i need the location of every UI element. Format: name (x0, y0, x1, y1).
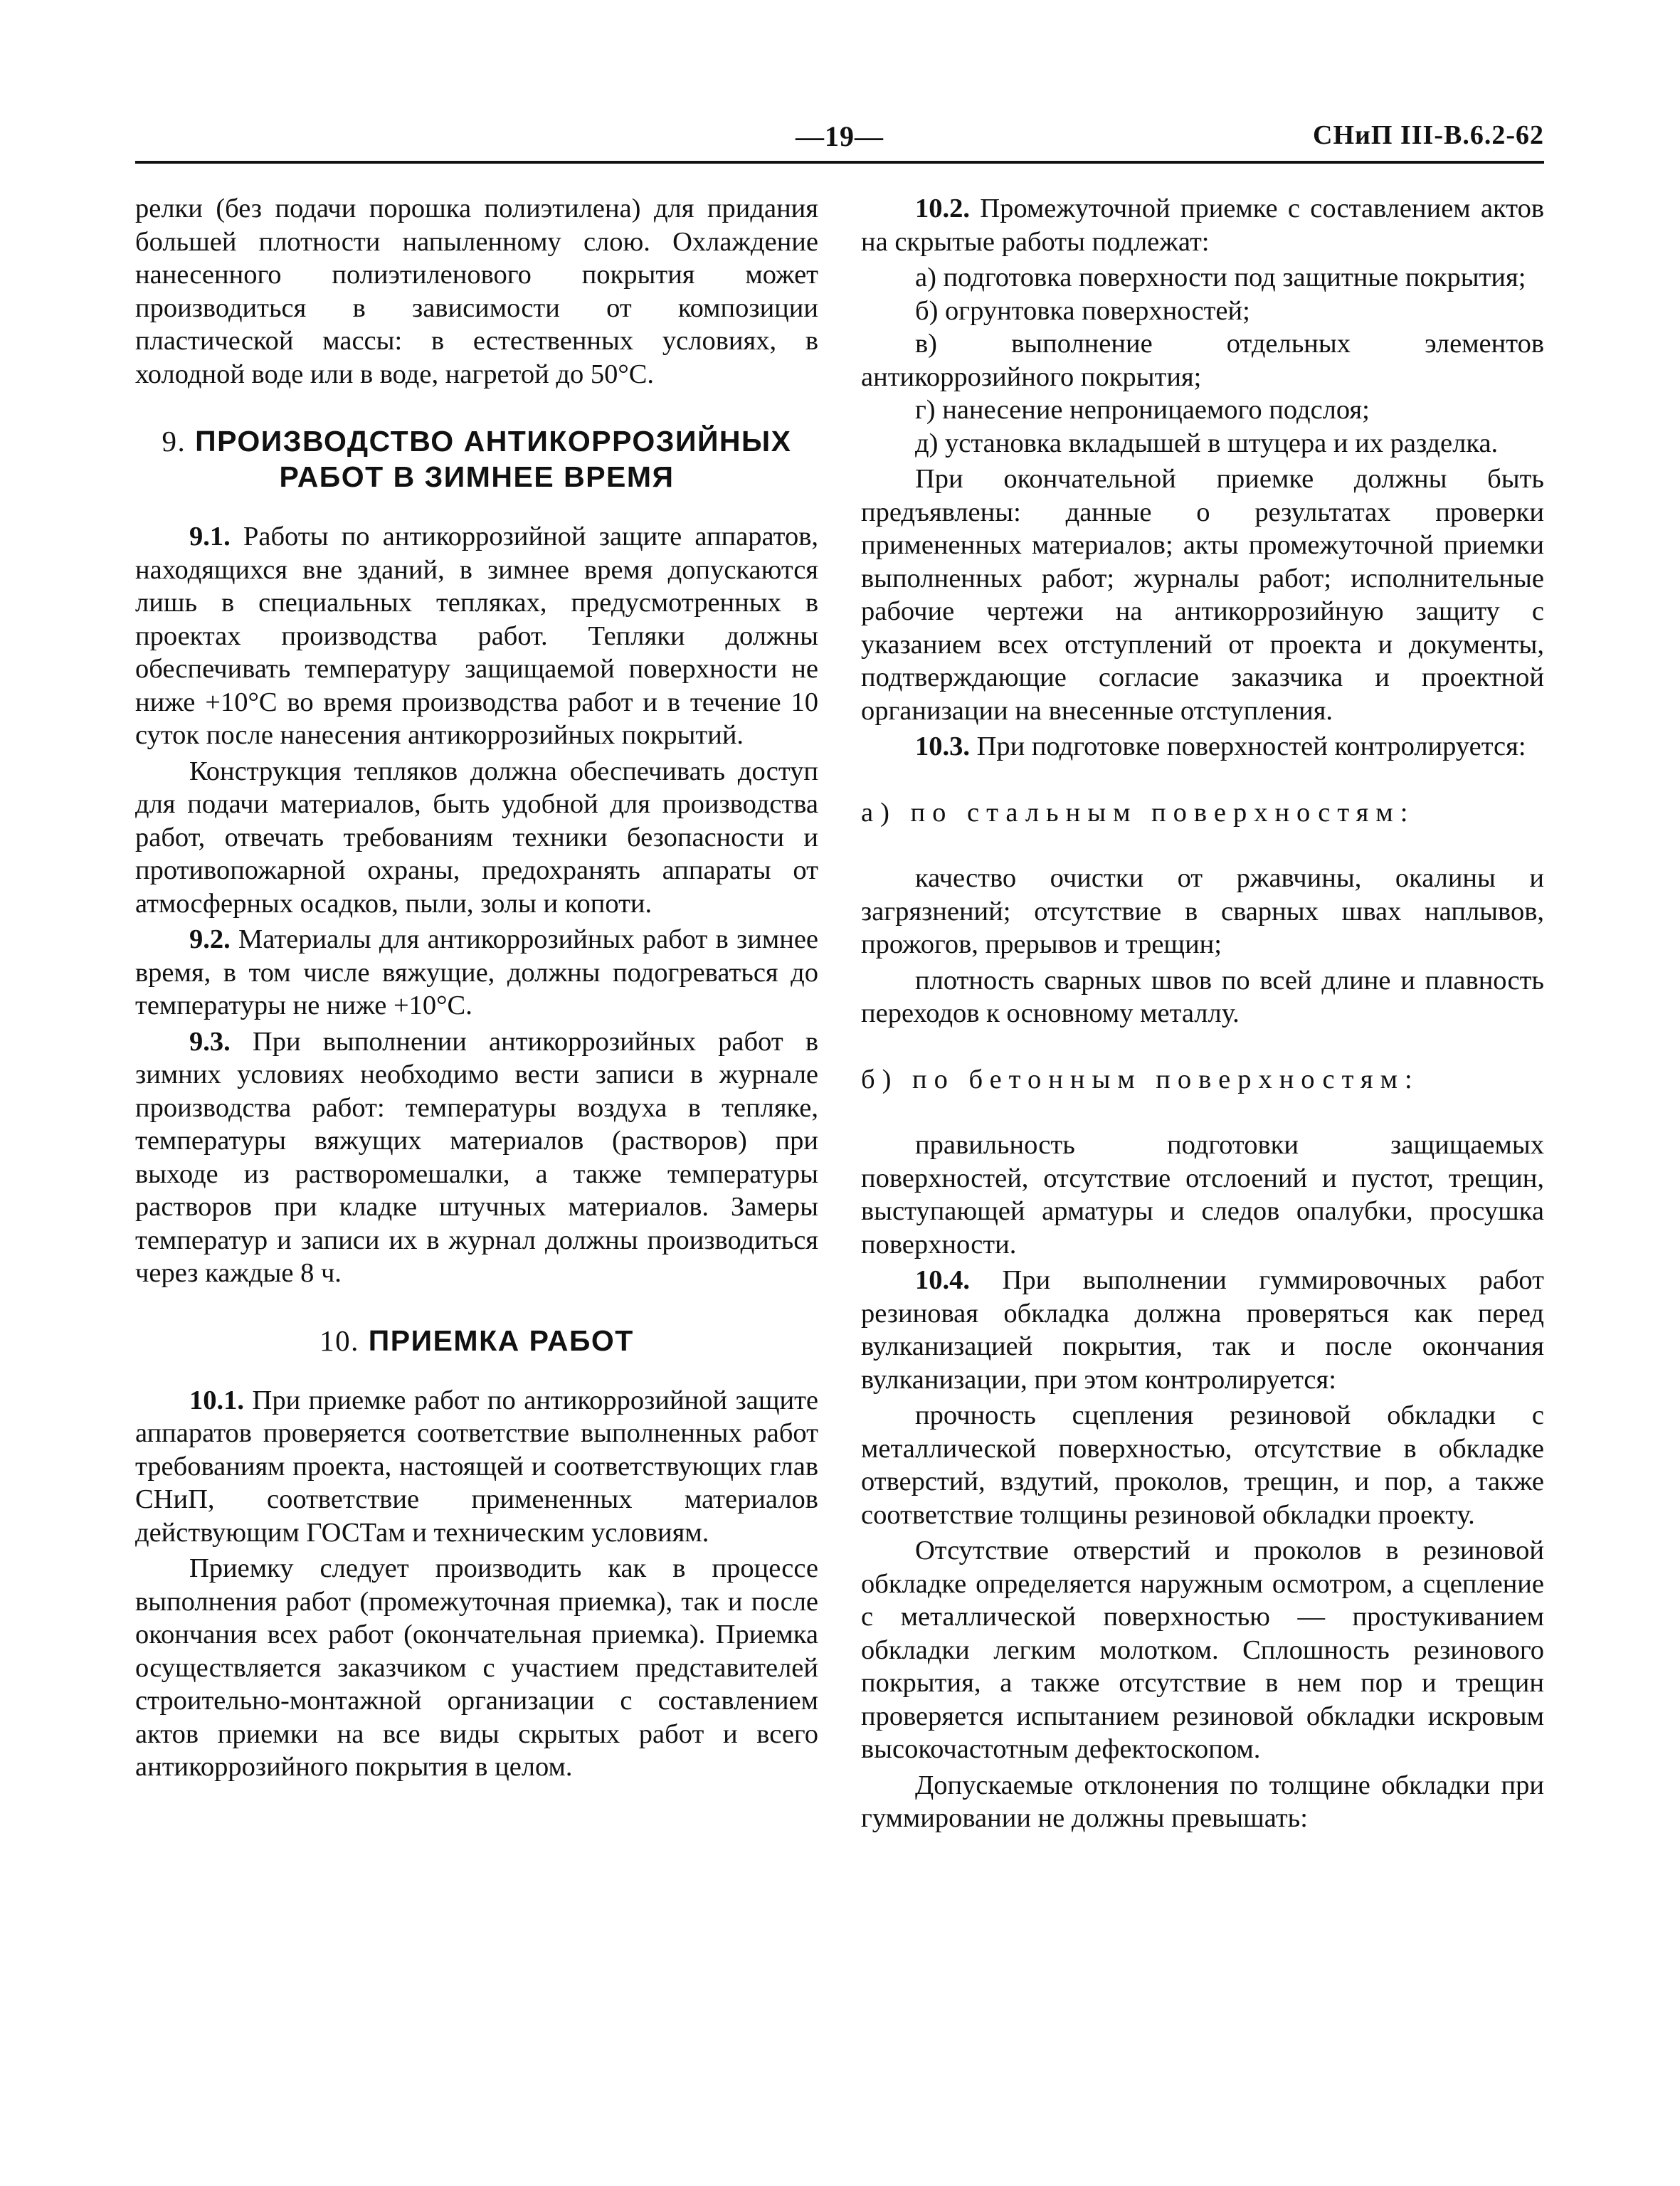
clause-10-3 (861, 730, 1544, 764)
section-10-number: 10. (319, 1324, 359, 1357)
paragraph-konstruktsiya: Конструкция тепляков должна обеспечивать доступ для подачи материалов, быть удобной для производства работ, отвечать требованиям техники безопасности и противопожарной охраны, предохранять аппараты от атмосферных осадков, пыли, золы и копоти. (135, 756, 818, 919)
paragraph-otsutstvie: Отсутствие отверстий и проколов в резиновой обкладке определяется наружным осмотром, а сцепление с металлической поверхностью — простукиванием обкладки легким молотком. Сплошность резинового покрытия, а также отсутствие в нем пор и трещин проверяется испытанием резиновой обкладки искровым высокочастотным дефектоскопом. (861, 1536, 1544, 1764)
clause-number: 9.2. (189, 924, 231, 954)
clause-number: 9.3. (189, 1026, 231, 1057)
clause-text: При приемке работ по антикоррозийной защите аппаратов проверяется соответствие выполненных работ требованиям проекта, настоящей и соответствующих глав СНиП, соответствие примененных материалов действующим ГОСТам и техническим условиям. (135, 1385, 819, 1548)
clause-number: 9.1. (189, 522, 231, 551)
paragraph-dopusk: Допускаемые отклонения по толщине обкладки при гуммировании не должны превышать: (861, 1770, 1544, 1833)
list-item: а) подготовка поверхности под защитные покрытия; (915, 263, 1526, 292)
page-number: —19— (796, 120, 884, 152)
paragraph-prochnost: прочность сцепления резиновой обкладки с металлической поверхностью, отсутствие в обкладке отверстий, вздутий, проколов, трещин, и пор, а также соответствие толщины резиновой обкладки проекту. (861, 1400, 1544, 1530)
clause-10-4 (861, 1264, 1544, 1396)
section-9-heading (135, 423, 818, 495)
section-9-number: 9. (162, 425, 186, 458)
header-rule (135, 161, 1544, 164)
paragraph-intro: релки (без подачи порошка полиэтилена) для придания большей плотности напыленному слою. Охлаждение нанесенного полиэтиленового покрытия может производиться в зависимости от композиции пластической массы: в естественных условиях, в холодной воде или в воде, нагретой до 50°С. (135, 194, 818, 389)
paragraph-steel-1: качество очистки от ржавчины, окалины и загрязнений; отсутствие в сварных швах наплывов, прожогов, прерывов и трещин; (861, 863, 1544, 959)
clause-9-2 (135, 923, 818, 1023)
clause-9-1 (135, 520, 818, 752)
paragraph-priemku: Приемку следует производить как в процессе выполнения работ (промежуточная приемка), так и после окончания всех работ (окончательная приемка). Приемка осуществляется заказчиком с участием представителей строительно-монтажной организации с составлением актов приемки на все виды скрытых работ и всего антикоррозийного покрытия в целом. (135, 1553, 818, 1782)
paragraph-steel-2: плотность сварных швов по всей длине и плавность переходов к основному металлу. (861, 965, 1544, 1028)
right-column (861, 192, 1544, 1838)
list-item: в) выполнение отдельных элементов антикоррозийного покрытия; (861, 329, 1544, 392)
clause-number: 10.3. (915, 732, 970, 761)
clause-text: Материалы для антикоррозийных работ в зимнее время, в том числе вяжущие, должны подогреваться до температуры не ниже +10°С. (135, 924, 818, 1020)
paragraph-concrete-1: правильность подготовки защищаемых поверхностей, отсутствие отслоений и пустот, трещин, выступающей арматуры и следов опалубки, просушка поверхности. (861, 1130, 1544, 1260)
clause-number: 10.4. (915, 1265, 970, 1295)
list-item: г) нанесение непроницаемого подслоя; (915, 395, 1370, 425)
section-10-heading (135, 1323, 818, 1358)
page-header (135, 120, 1544, 159)
subheading-concrete: б) по бетонным поверхностям: (861, 1064, 1420, 1094)
clause-number: 10.1. (189, 1385, 244, 1415)
section-10-title: ПРИЕМКА РАБОТ (368, 1324, 634, 1357)
list-item: д) установка вкладышей в штуцера и их разделка. (915, 428, 1499, 458)
clause-text: При подготовке поверхностей контролируется: (976, 732, 1526, 761)
list-item: б) огрунтовка поверхностей; (915, 295, 1250, 326)
paragraph-final-acceptance: При окончательной приемке должны быть предъявлены: данные о результатах проверки примененных материалов; акты промежуточной приемки выполненных работ; журналы работ; исполнительные рабочие чертежи на антикоррозийную защиту с указанием всех отступлений от проекта и документы, подтверждающие согласие заказчика и проектной организации на внесенные отступления. (861, 464, 1544, 726)
section-9-title: ПРОИЗВОДСТВО АНТИКОРРОЗИЙНЫХ РАБОТ В ЗИМНЕЕ ВРЕМЯ (195, 425, 792, 493)
left-column (135, 192, 818, 1787)
clause-text: При выполнении антикоррозийных работ в зимних условиях необходимо вести записи в журнале производства работ: температуры воздуха в тепляке, температуры вяжущих материалов (растворов) при выходе из растворомешалки, а также температуры растворов при кладке штучных материалов. Замеры температур и записи их в журнал должны производиться через каждые 8 ч. (135, 1026, 819, 1288)
subheading-steel: а) по стальным поверхностям: (861, 797, 1415, 828)
clause-10-2 (861, 192, 1544, 258)
clause-text: Промежуточной приемке с составлением актов на скрытые работы подлежат: (861, 194, 1544, 257)
clause-10-1 (135, 1384, 818, 1550)
clause-9-3 (135, 1025, 818, 1290)
document-code: СНиП III-В.6.2-62 (1313, 120, 1544, 150)
clause-text: При выполнении гуммировочных работ резиновая обкладка должна проверяться как перед вулканизацией покрытия, так и после окончания вулканизации, при этом контролируется: (861, 1265, 1544, 1395)
clause-number: 10.2. (915, 194, 970, 223)
clause-text: Работы по антикоррозийной защите аппаратов, находящихся вне зданий, в зимнее время допускаются лишь в специальных тепляках, предусмотренных в проектах производства работ. Тепляки должны обеспечивать температуру защищаемой поверхности не ниже +10°С во время производства работ и в течение 10 суток после нанесения антикоррозийных покрытий. (135, 522, 818, 750)
